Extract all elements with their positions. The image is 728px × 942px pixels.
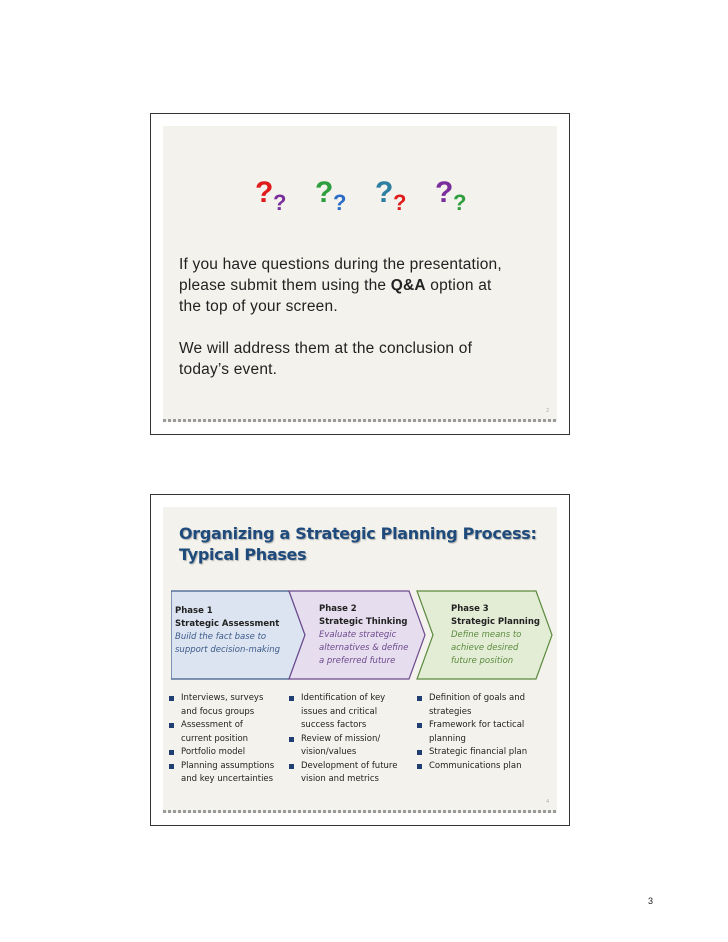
phase-1-name: Strategic Assessment: [175, 619, 280, 629]
list-item-line: and focus groups: [181, 706, 255, 717]
phase-3-text: [451, 603, 540, 668]
list-item: [415, 719, 555, 746]
slide-strategic-planning: [150, 494, 570, 826]
phase-2-number: Phase 2: [319, 604, 357, 614]
phase-2-desc-3: a preferred future: [319, 656, 396, 666]
list-item-line: Strategic financial plan: [429, 747, 528, 757]
phase-3-desc-1: Define means to: [451, 630, 522, 640]
list-item: [167, 719, 291, 746]
page-number: 3: [648, 896, 654, 906]
list-item-line: Framework for tactical: [429, 720, 525, 730]
phase-2-name: Strategic Thinking: [319, 617, 408, 627]
phase-1-number: Phase 1: [175, 606, 213, 616]
slide-title-line-2: Typical Phases: [179, 545, 307, 564]
slide-title: [179, 523, 537, 565]
list-item-line: Interviews, surveys: [181, 693, 264, 703]
question-mark-1-small: ?: [273, 190, 287, 215]
question-mark-1: ?: [255, 176, 274, 209]
conclusion-line-2: today’s event.: [179, 361, 278, 378]
list-item-line: current position: [181, 733, 249, 744]
list-item-line: vision and metrics: [301, 774, 379, 784]
instructions-line-2-post: option at: [425, 277, 492, 294]
phase-3-number: Phase 3: [451, 604, 489, 614]
list-item-line: Assessment of: [181, 720, 243, 730]
phase-2-activities: [287, 692, 413, 787]
question-mark-4-small: ?: [453, 190, 467, 215]
instructions-line-2: [179, 275, 559, 296]
instructions-line-1: If you have questions during the presentation,: [179, 256, 502, 273]
list-item: [287, 760, 413, 787]
phase-1-text: [175, 605, 280, 657]
qa-option-label: Q&A: [390, 277, 426, 294]
list-item: [287, 692, 413, 733]
list-item-line: vision/values: [301, 747, 357, 757]
question-mark-2-small: ?: [333, 190, 347, 215]
slide-number: 2: [546, 408, 549, 414]
conclusion-line-1: We will address them at the conclusion of: [179, 340, 473, 357]
list-item-line: Review of mission/: [301, 733, 381, 744]
slide-questions: [150, 113, 570, 435]
phase-2-desc-2: alternatives & define: [319, 643, 409, 653]
instructions-line-2-pre: please submit them using the: [179, 277, 391, 294]
list-item: [167, 692, 291, 719]
phase-1-desc-1: Build the fact base to: [175, 632, 267, 642]
conclusion-note: [179, 338, 559, 380]
list-item-line: and key uncertainties: [181, 774, 274, 784]
list-item-line: Identification of key: [301, 693, 386, 703]
list-item-line: success factors: [301, 720, 367, 730]
phase-1-activities: [167, 692, 291, 787]
list-item: [415, 692, 555, 719]
phase-1-desc-2: support decision-making: [175, 645, 280, 655]
phase-2-text: [319, 603, 408, 668]
phase-2-desc-1: Evaluate strategic: [319, 630, 397, 640]
slide-number: 4: [546, 799, 549, 805]
list-item-line: Communications plan: [429, 760, 522, 771]
list-item-line: Development of future: [301, 760, 398, 771]
slide-questions-body: [163, 126, 557, 422]
question-marks-graphic: [255, 170, 495, 230]
slide-strategic-planning-body: [163, 507, 557, 813]
question-mark-3: ?: [375, 176, 394, 209]
question-mark-4: ?: [435, 176, 454, 209]
list-item-line: Definition of goals and: [429, 693, 526, 703]
instructions-line-3: the top of your screen.: [179, 298, 338, 315]
phase-3-desc-2: achieve desired: [451, 643, 519, 653]
list-item-line: issues and critical: [301, 706, 378, 717]
list-item: [287, 733, 413, 760]
list-item-line: strategies: [429, 706, 472, 717]
list-item: [167, 760, 291, 787]
slide-title-line-1: Organizing a Strategic Planning Process:: [179, 524, 537, 543]
list-item-line: Planning assumptions: [181, 760, 275, 771]
list-item: [167, 746, 291, 760]
questions-instructions: [179, 254, 559, 317]
list-item: [415, 760, 555, 774]
question-mark-2: ?: [315, 176, 334, 209]
list-item-line: Portfolio model: [181, 747, 246, 757]
question-mark-3-small: ?: [393, 190, 407, 215]
phase-3-name: Strategic Planning: [451, 617, 540, 627]
phase-3-desc-3: future position: [451, 656, 514, 666]
list-item: [415, 746, 555, 760]
phase-3-activities: [415, 692, 555, 773]
list-item-line: planning: [429, 733, 466, 744]
